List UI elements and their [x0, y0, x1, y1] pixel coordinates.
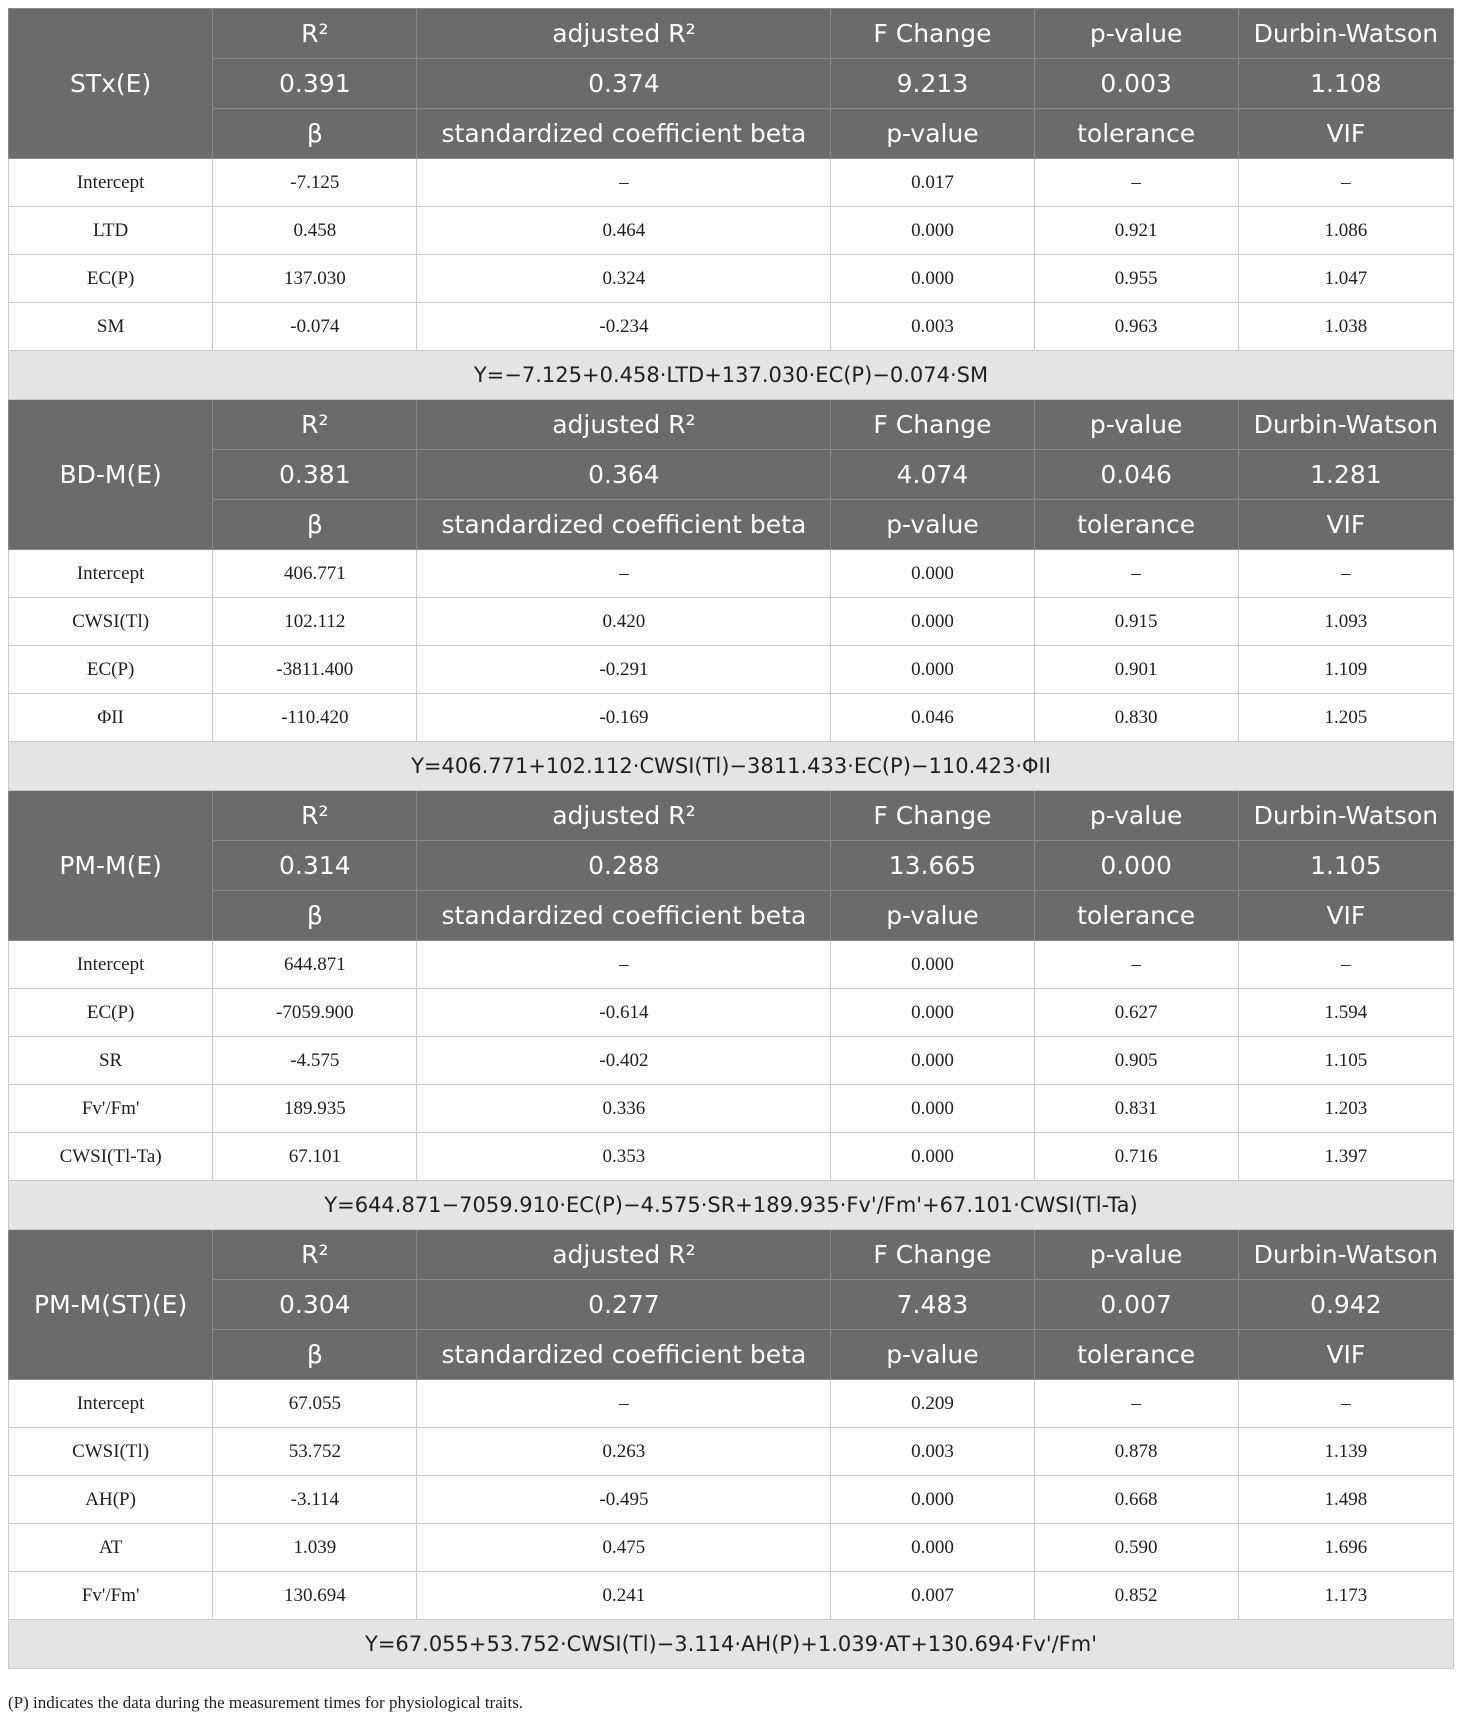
coefficient-value: – — [1238, 159, 1453, 207]
coefficient-value: -0.291 — [417, 646, 831, 694]
coefficient-value: -0.614 — [417, 989, 831, 1037]
stats-column-header: R² — [213, 400, 417, 450]
coefficient-value: 67.101 — [213, 1133, 417, 1181]
stats-value: 13.665 — [831, 841, 1034, 891]
variable-name: AT — [9, 1524, 213, 1572]
coefficient-value: -0.402 — [417, 1037, 831, 1085]
regression-equation: Y=644.871−7059.910·EC(P)−4.575·SR+189.935·Fv'/Fm'+67.101·CWSI(Tl-Ta) — [9, 1181, 1454, 1230]
table-row — [9, 941, 1454, 989]
variable-name: Intercept — [9, 941, 213, 989]
coefficient-value: 0.852 — [1034, 1572, 1238, 1620]
coefficient-value: 0.831 — [1034, 1085, 1238, 1133]
coefficient-value: -110.420 — [213, 694, 417, 742]
coefficient-value: – — [1034, 159, 1238, 207]
coefficient-value: 0.627 — [1034, 989, 1238, 1037]
stats-column-header: F Change — [831, 400, 1034, 450]
table-row — [9, 159, 1454, 207]
coefficient-value: 1.173 — [1238, 1572, 1453, 1620]
stats-column-header: adjusted R² — [417, 791, 831, 841]
regression-table-container — [8, 8, 1454, 1669]
variable-name: Intercept — [9, 159, 213, 207]
coefficient-value: -3.114 — [213, 1476, 417, 1524]
coefficient-value: 0.000 — [831, 550, 1034, 598]
coefficient-value: 0.000 — [831, 989, 1034, 1037]
stats-value: 0.364 — [417, 450, 831, 500]
table-row — [9, 1572, 1454, 1620]
coefficient-value: 189.935 — [213, 1085, 417, 1133]
table-row — [9, 694, 1454, 742]
variable-name: CWSI(Tl) — [9, 598, 213, 646]
coefficient-value: 0.007 — [831, 1572, 1034, 1620]
coefficient-header-row — [9, 891, 1454, 941]
coefficient-value: 0.000 — [831, 646, 1034, 694]
coefficient-value: 1.109 — [1238, 646, 1453, 694]
coefficient-value: 1.397 — [1238, 1133, 1453, 1181]
coefficient-value: – — [417, 941, 831, 989]
stats-column-header: p-value — [1034, 791, 1238, 841]
coefficient-value: – — [417, 550, 831, 598]
variable-name: SM — [9, 303, 213, 351]
coefficient-value: 0.000 — [831, 1085, 1034, 1133]
table-row — [9, 1037, 1454, 1085]
coefficient-column-header: p-value — [831, 1330, 1034, 1380]
stats-column-header: p-value — [1034, 400, 1238, 450]
coefficient-value: 130.694 — [213, 1572, 417, 1620]
coefficient-header-row — [9, 1330, 1454, 1380]
stats-column-header: Durbin-Watson — [1238, 1230, 1453, 1280]
coefficient-value: 0.668 — [1034, 1476, 1238, 1524]
coefficient-value: 0.324 — [417, 255, 831, 303]
coefficient-value: -3811.400 — [213, 646, 417, 694]
table-row — [9, 646, 1454, 694]
stats-value: 0.374 — [417, 59, 831, 109]
equation-row — [9, 742, 1454, 791]
coefficient-value: 0.458 — [213, 207, 417, 255]
coefficient-value: 0.921 — [1034, 207, 1238, 255]
coefficient-column-header: standardized coefficient beta — [417, 891, 831, 941]
stats-value: 9.213 — [831, 59, 1034, 109]
model-stats-header-row — [9, 791, 1454, 841]
coefficient-column-header: β — [213, 500, 417, 550]
table-row — [9, 1380, 1454, 1428]
table-row — [9, 989, 1454, 1037]
stats-value: 0.381 — [213, 450, 417, 500]
stats-value: 0.046 — [1034, 450, 1238, 500]
coefficient-value: 0.017 — [831, 159, 1034, 207]
stats-column-header: adjusted R² — [417, 400, 831, 450]
coefficient-value: 1.139 — [1238, 1428, 1453, 1476]
coefficient-value: 0.003 — [831, 1428, 1034, 1476]
coefficient-value: 0.830 — [1034, 694, 1238, 742]
coefficient-column-header: p-value — [831, 891, 1034, 941]
coefficient-header-row — [9, 109, 1454, 159]
regression-table — [8, 8, 1454, 1669]
coefficient-value: 0.263 — [417, 1428, 831, 1476]
regression-equation: Y=406.771+102.112·CWSI(Tl)−3811.433·EC(P)−110.423·ΦII — [9, 742, 1454, 791]
coefficient-value: 1.105 — [1238, 1037, 1453, 1085]
variable-name: Intercept — [9, 550, 213, 598]
coefficient-value: 102.112 — [213, 598, 417, 646]
coefficient-value: 1.594 — [1238, 989, 1453, 1037]
table-row — [9, 1428, 1454, 1476]
variable-name: Fv'/Fm' — [9, 1085, 213, 1133]
table-footnote: (P) indicates the data during the measurement times for physiological traits. — [8, 1693, 524, 1712]
stats-column-header: F Change — [831, 1230, 1034, 1280]
coefficient-value: 644.871 — [213, 941, 417, 989]
coefficient-value: 0.046 — [831, 694, 1034, 742]
coefficient-value: 0.420 — [417, 598, 831, 646]
coefficient-column-header: VIF — [1238, 1330, 1453, 1380]
regression-equation: Y=67.055+53.752·CWSI(Tl)−3.114·AH(P)+1.039·AT+130.694·Fv'/Fm' — [9, 1620, 1454, 1669]
variable-name: ΦII — [9, 694, 213, 742]
model-name: BD-M(E) — [9, 400, 213, 550]
stats-column-header: R² — [213, 9, 417, 59]
coefficient-value: – — [417, 159, 831, 207]
coefficient-value: 1.498 — [1238, 1476, 1453, 1524]
model-stats-header-row — [9, 9, 1454, 59]
coefficient-value: 0.000 — [831, 255, 1034, 303]
coefficient-value: 137.030 — [213, 255, 417, 303]
stats-value: 1.108 — [1238, 59, 1453, 109]
coefficient-value: 0.000 — [831, 598, 1034, 646]
coefficient-value: 0.716 — [1034, 1133, 1238, 1181]
table-row — [9, 255, 1454, 303]
coefficient-value: 0.915 — [1034, 598, 1238, 646]
coefficient-column-header: standardized coefficient beta — [417, 1330, 831, 1380]
stats-column-header: R² — [213, 791, 417, 841]
table-row — [9, 598, 1454, 646]
coefficient-value: 67.055 — [213, 1380, 417, 1428]
stats-value: 0.314 — [213, 841, 417, 891]
stats-column-header: p-value — [1034, 1230, 1238, 1280]
regression-equation: Y=−7.125+0.458·LTD+137.030·EC(P)−0.074·SM — [9, 351, 1454, 400]
model-stats-values-row — [9, 1280, 1454, 1330]
stats-value: 0.942 — [1238, 1280, 1453, 1330]
coefficient-column-header: standardized coefficient beta — [417, 109, 831, 159]
coefficient-value: – — [1034, 1380, 1238, 1428]
coefficient-column-header: tolerance — [1034, 1330, 1238, 1380]
variable-name: EC(P) — [9, 255, 213, 303]
coefficient-value: 0.905 — [1034, 1037, 1238, 1085]
coefficient-value: 406.771 — [213, 550, 417, 598]
stats-column-header: adjusted R² — [417, 1230, 831, 1280]
table-row — [9, 550, 1454, 598]
stats-value: 1.281 — [1238, 450, 1453, 500]
coefficient-value: 0.464 — [417, 207, 831, 255]
stats-value: 0.007 — [1034, 1280, 1238, 1330]
stats-column-header: Durbin-Watson — [1238, 791, 1453, 841]
table-row — [9, 207, 1454, 255]
variable-name: EC(P) — [9, 989, 213, 1037]
coefficient-column-header: VIF — [1238, 891, 1453, 941]
equation-row — [9, 1620, 1454, 1669]
table-row — [9, 1133, 1454, 1181]
model-stats-values-row — [9, 841, 1454, 891]
model-stats-values-row — [9, 450, 1454, 500]
coefficient-value: – — [1034, 550, 1238, 598]
model-name: PM-M(ST)(E) — [9, 1230, 213, 1380]
equation-row — [9, 351, 1454, 400]
coefficient-value: 1.205 — [1238, 694, 1453, 742]
coefficient-column-header: VIF — [1238, 500, 1453, 550]
coefficient-value: – — [1034, 941, 1238, 989]
equation-row — [9, 1181, 1454, 1230]
coefficient-value: 0.241 — [417, 1572, 831, 1620]
coefficient-value: 0.000 — [831, 941, 1034, 989]
stats-value: 0.304 — [213, 1280, 417, 1330]
stats-column-header: F Change — [831, 9, 1034, 59]
coefficient-column-header: β — [213, 1330, 417, 1380]
coefficient-value: – — [1238, 550, 1453, 598]
coefficient-value: 0.901 — [1034, 646, 1238, 694]
variable-name: Intercept — [9, 1380, 213, 1428]
coefficient-column-header: β — [213, 109, 417, 159]
coefficient-value: 0.963 — [1034, 303, 1238, 351]
model-stats-values-row — [9, 59, 1454, 109]
coefficient-value: 0.000 — [831, 1037, 1034, 1085]
coefficient-value: 0.590 — [1034, 1524, 1238, 1572]
model-stats-header-row — [9, 1230, 1454, 1280]
stats-value: 4.074 — [831, 450, 1034, 500]
coefficient-value: 1.203 — [1238, 1085, 1453, 1133]
coefficient-value: 1.086 — [1238, 207, 1453, 255]
coefficient-value: 0.336 — [417, 1085, 831, 1133]
stats-value: 0.288 — [417, 841, 831, 891]
coefficient-header-row — [9, 500, 1454, 550]
stats-value: 0.391 — [213, 59, 417, 109]
coefficient-column-header: standardized coefficient beta — [417, 500, 831, 550]
model-stats-header-row — [9, 400, 1454, 450]
coefficient-value: 0.353 — [417, 1133, 831, 1181]
coefficient-column-header: tolerance — [1034, 500, 1238, 550]
coefficient-column-header: β — [213, 891, 417, 941]
variable-name: AH(P) — [9, 1476, 213, 1524]
coefficient-value: 0.475 — [417, 1524, 831, 1572]
stats-value: 7.483 — [831, 1280, 1034, 1330]
coefficient-value: 0.878 — [1034, 1428, 1238, 1476]
stats-column-header: adjusted R² — [417, 9, 831, 59]
coefficient-value: – — [417, 1380, 831, 1428]
coefficient-value: 1.047 — [1238, 255, 1453, 303]
coefficient-column-header: p-value — [831, 500, 1034, 550]
coefficient-value: -0.234 — [417, 303, 831, 351]
stats-value: 0.003 — [1034, 59, 1238, 109]
coefficient-value: – — [1238, 1380, 1453, 1428]
table-row — [9, 1085, 1454, 1133]
coefficient-value: 0.000 — [831, 1133, 1034, 1181]
coefficient-value: -0.074 — [213, 303, 417, 351]
coefficient-value: – — [1238, 941, 1453, 989]
regression-table-body — [9, 9, 1454, 1669]
coefficient-value: -4.575 — [213, 1037, 417, 1085]
coefficient-value: 53.752 — [213, 1428, 417, 1476]
coefficient-value: 0.000 — [831, 1476, 1034, 1524]
coefficient-value: -7.125 — [213, 159, 417, 207]
variable-name: Fv'/Fm' — [9, 1572, 213, 1620]
stats-column-header: p-value — [1034, 9, 1238, 59]
variable-name: SR — [9, 1037, 213, 1085]
table-row — [9, 1524, 1454, 1572]
stats-column-header: R² — [213, 1230, 417, 1280]
stats-column-header: Durbin-Watson — [1238, 400, 1453, 450]
stats-value: 1.105 — [1238, 841, 1453, 891]
coefficient-value: 1.039 — [213, 1524, 417, 1572]
model-name: PM-M(E) — [9, 791, 213, 941]
coefficient-value: 0.000 — [831, 1524, 1034, 1572]
coefficient-value: 1.038 — [1238, 303, 1453, 351]
coefficient-value: -0.169 — [417, 694, 831, 742]
coefficient-value: 0.209 — [831, 1380, 1034, 1428]
coefficient-column-header: VIF — [1238, 109, 1453, 159]
variable-name: CWSI(Tl) — [9, 1428, 213, 1476]
coefficient-value: 0.955 — [1034, 255, 1238, 303]
coefficient-column-header: tolerance — [1034, 109, 1238, 159]
stats-column-header: Durbin-Watson — [1238, 9, 1453, 59]
coefficient-value: 0.003 — [831, 303, 1034, 351]
table-row — [9, 303, 1454, 351]
stats-column-header: F Change — [831, 791, 1034, 841]
coefficient-value: 1.093 — [1238, 598, 1453, 646]
variable-name: EC(P) — [9, 646, 213, 694]
variable-name: CWSI(Tl-Ta) — [9, 1133, 213, 1181]
model-name: STx(E) — [9, 9, 213, 159]
stats-value: 0.277 — [417, 1280, 831, 1330]
coefficient-column-header: p-value — [831, 109, 1034, 159]
table-row — [9, 1476, 1454, 1524]
coefficient-value: -7059.900 — [213, 989, 417, 1037]
coefficient-value: 1.696 — [1238, 1524, 1453, 1572]
stats-value: 0.000 — [1034, 841, 1238, 891]
coefficient-column-header: tolerance — [1034, 891, 1238, 941]
coefficient-value: -0.495 — [417, 1476, 831, 1524]
variable-name: LTD — [9, 207, 213, 255]
coefficient-value: 0.000 — [831, 207, 1034, 255]
